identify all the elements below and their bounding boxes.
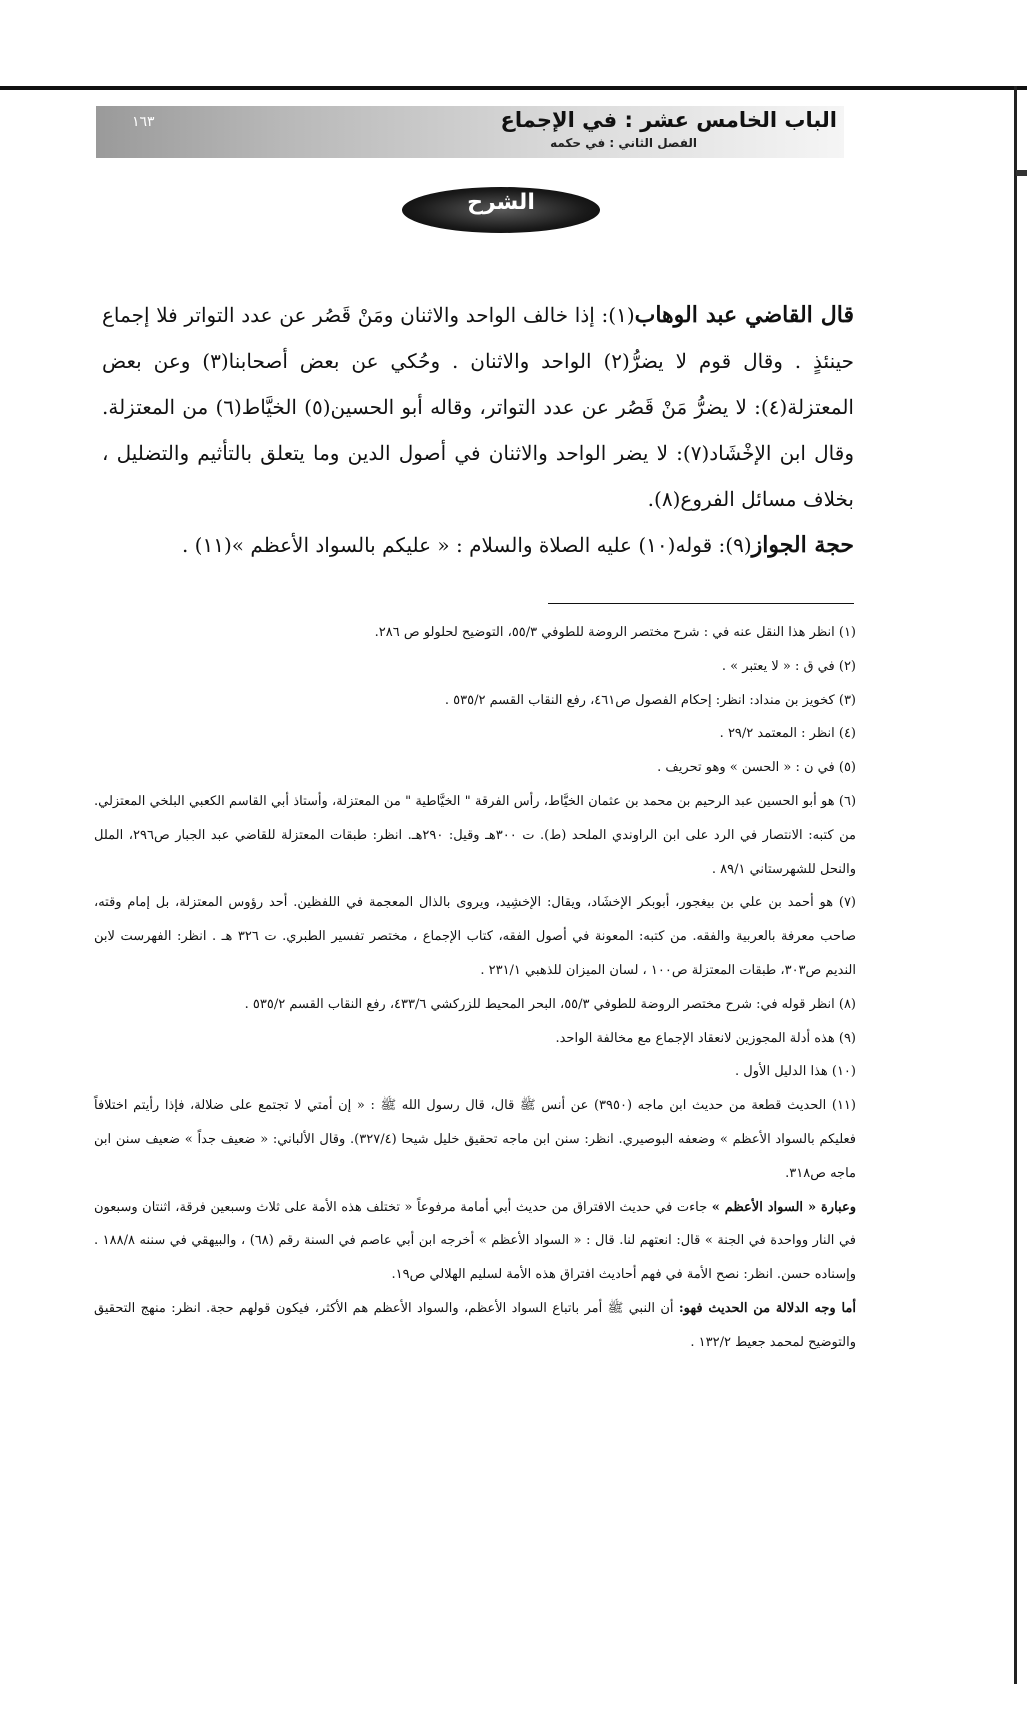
footnote-7: (٧) هو أحمد بن علي بن بيغجور، أبوبكر الإخشَاد، ويقال: الإخشِيد، ويروى بالذال المعجمة في اللفظين. أحد رؤوس المعتزلة، بل إمام وقته، صاحب معرفة بالعربية والفقه. من كتبه: المعونة في أصول الفقه، كتاب الإجماع ، مختصر تفسير الطبري. ت ٣٢٦ هـ . انظر: الفهرست لابن النديم ص٣٠٣، طبقات المعتزلة ص١٠٠ ، لسان الميزان للذهبي ٢٣١/١ . <box>94 895 856 978</box>
footnote-3: (٣) كخويز بن منداد: انظر: إحكام الفصول ص٤٦١، رفع النقاب القسم ٥٣٥/٢ . <box>444 692 856 708</box>
footnotes <box>94 616 856 1360</box>
footnote-11-phrase-lead: وعبارة « السواد الأعظم » <box>711 1199 856 1215</box>
chapter-title: الباب الخامس عشر : في الإجماع <box>500 108 837 132</box>
page-number: ١٦٣ <box>132 114 155 130</box>
footnote-11-evidence-text: أن النبي ﷺ أمر باتباع السواد الأعظم، والسواد الأعظم هم الأكثر، فيكون قولهم حجة. انظر: منهج التحقيق والتوضيح لمحمد جعيط ١٣٢/٢ . <box>94 1300 856 1350</box>
top-rule <box>0 86 1027 90</box>
paragraph-1-lead: قال القاضي عبد الوهاب <box>634 302 854 328</box>
main-text <box>102 292 854 568</box>
paragraph-2-lead: حجة الجواز <box>751 532 854 558</box>
footnote-11-evidence-lead: أما وجه الدلالة من الحديث فهو: <box>678 1300 856 1316</box>
footnote-8: (٨) انظر قوله في: شرح مختصر الروضة للطوفي ٥٥/٣، البحر المحيط للزركشي ٤٣٣/٦، رفع النقاب القسم ٥٣٥/٢ . <box>244 996 856 1012</box>
footnote-5: (٥) في ن : « الحسن » وهو تحريف . <box>657 760 856 776</box>
footnote-11-evidence <box>94 1292 856 1360</box>
right-edge-rule <box>1014 86 1017 1684</box>
footnote-11-phrase-text: جاءت في حديث الافتراق من حديث أبي أمامة مرفوعاً « تختلف هذه الأمة على ثلاث وسبعين فرقة، اثنتان وسبعون في النار وواحدة في الجنة » قال: انعتهم لنا. قال : « السواد الأعظم » أخرجه ابن أبي عاصم في السنة رقم (٦٨) ، والبيهقي في سننه ١٨٨/٨ . وإسناده حسن. انظر: نصح الأمة في فهم أحاديث افتراق هذه الأمة لسليم الهلالي ص١٩. <box>94 1199 856 1283</box>
section-badge-label: الشرح <box>467 190 535 215</box>
paragraph-1-body: (١): إذا خالف الواحد والاثنان ومَنْ قَصُر عن عدد التواتر فلا إجماع حينئذٍ . وقال قوم لا يضرُّ(٢) الواحد والاثنان . وحُكي عن بعض أصحابنا(٣) وعن بعض المعتزلة(٤): لا يضرُّ مَنْ قَصُر عن عدد التواتر، وقاله أبو الحسين(٥) الخيَّاط(٦) من المعتزلة. وقال ابن الإخْشَاد(٧): لا يضر الواحد والاثنان في أصول الدين وما يتعلق بالتأثيم والتضليل ، بخلاف مسائل الفروع(٨). <box>102 303 855 511</box>
footnote-4: (٤) انظر : المعتمد ٢٩/٢ . <box>719 726 856 742</box>
footnote-1: (١) انظر هذا النقل عنه في : شرح مختصر الروضة للطوفي ٥٥/٣، التوضيح لحلولو ص ٢٨٦. <box>374 625 856 640</box>
footnote-separator <box>548 603 854 604</box>
footnote-11: (١١) الحديث قطعة من حديث ابن ماجه (٣٩٥٠) عن أنس ﷺ قال، قال رسول الله ﷺ : « إن أمتي لا تجتمع على ضلالة، فإذا رأيتم اختلافاً فعليكم بالسواد الأعظم » وضعفه البوصيري. انظر: سنن ابن ماجه تحقيق خليل شيحا (٣٢٧/٤). وقال الألباني: « ضعيف جداً » ضعيف سنن ابن ماجه ص٣١٨. <box>94 1098 856 1181</box>
paragraph-1 <box>102 292 854 522</box>
footnote-6: (٦) هو أبو الحسين عبد الرحيم بن محمد بن عثمان الخيَّاط، رأس الفرقة " الخيَّاطية " من المعتزلة، وأستاذ أبي القاسم الكعبي البلخي المعتزلي. من كتبه: الانتصار في الرد على ابن الراوندي الملحد (ط). ت ٣٠٠هـ وقيل: ٢٩٠هـ. انظر: طبقات المعتزلة للقاضي عبد الجبار ص٢٩٦، الملل والنحل للشهرستاني ٨٩/١ . <box>94 793 857 877</box>
section-subtitle: الفصل الثاني : في حكمه <box>550 136 697 150</box>
footnote-11-continuation <box>94 1191 856 1292</box>
footnote-10: (١٠) هذا الدليل الأول . <box>735 1064 856 1080</box>
paragraph-2 <box>102 522 854 568</box>
footnote-9: (٩) هذه أدلة المجوزين لانعقاد الإجماع مع مخالفة الواحد. <box>555 1030 856 1046</box>
paragraph-2-body: (٩): قوله(١٠) عليه الصلاة والسلام : « عليكم بالسواد الأعظم »(١١) . <box>181 533 752 557</box>
footnote-2: (٢) في ق : « لا يعتبر » . <box>721 658 856 674</box>
right-edge-notch <box>1016 170 1027 176</box>
